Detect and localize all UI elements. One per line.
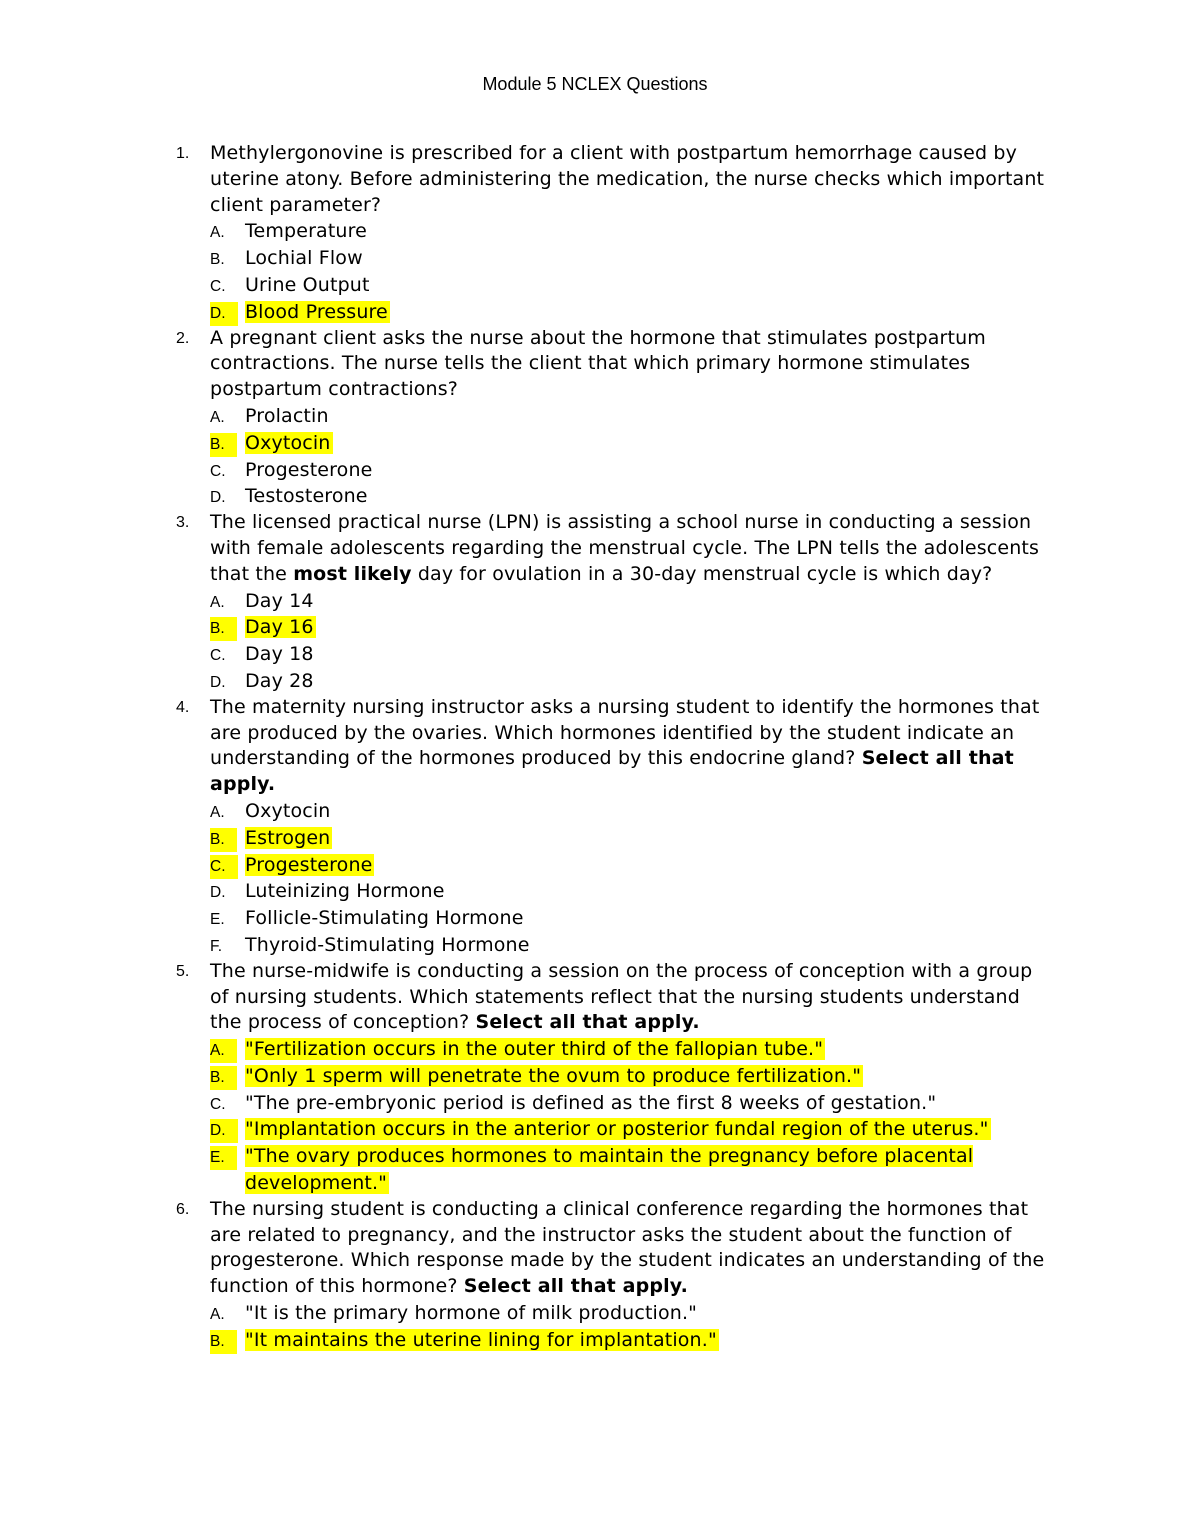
answer-option (0, 272, 1190, 299)
select-all-instruction: Select all that apply. (210, 747, 1014, 796)
answer-option (0, 641, 1190, 668)
question-number: 5. (176, 962, 190, 980)
question-stem (210, 1197, 1052, 1300)
option-letter: D. (210, 302, 238, 326)
option-letter: A. (210, 1306, 225, 1324)
answer-option-highlighted (0, 299, 1190, 326)
answer-option (0, 588, 1190, 615)
option-letter: B. (210, 1330, 237, 1354)
option-letter: C. (210, 277, 226, 295)
option-text: "It is the primary hormone of milk production." (245, 1302, 698, 1325)
select-all-instruction: Select all that apply. (475, 1011, 700, 1034)
option-letter: D. (210, 884, 226, 902)
answer-option (0, 483, 1190, 510)
option-letter: A. (210, 593, 225, 611)
question-5 (0, 959, 1190, 1197)
option-letter: A. (210, 803, 225, 821)
question-number: 6. (176, 1200, 190, 1218)
answer-option (0, 218, 1190, 245)
answer-option (0, 668, 1190, 695)
option-text: Testosterone (245, 485, 368, 508)
option-letter: B. (210, 251, 225, 269)
option-text: Progesterone (245, 458, 373, 481)
stem-text: day for ovulation in a 30-day menstrual cycle is which day? (411, 562, 993, 585)
option-letter: B. (210, 617, 237, 641)
option-text: "It maintains the uterine lining for implantation." (245, 1328, 717, 1351)
stem-text: The nurse-midwife is conducting a session on the process of conception with a group of nursing students. Which statements reflect that the nursing students understand the process of conception? (210, 959, 1033, 1034)
question-stem (210, 695, 1052, 798)
answer-option-highlighted (0, 825, 1190, 852)
option-text: Urine Output (245, 273, 370, 296)
question-number: 3. (176, 514, 190, 532)
question-number: 1. (176, 145, 190, 162)
document-title: Module 5 NCLEX Questions (482, 74, 708, 94)
answer-option (0, 245, 1190, 272)
option-text: "The ovary produces hormones to maintain the pregnancy before placental development." (245, 1145, 974, 1195)
option-text: Blood Pressure (245, 300, 388, 323)
option-text: Luteinizing Hormone (245, 880, 445, 903)
stem-text: Methylergonovine is prescribed for a client with postpartum hemorrhage caused by uterine atony. Before administering the medication, the nurse checks which important client parameter? (210, 142, 1045, 216)
question-stem (210, 510, 1052, 587)
option-letter: D. (210, 489, 226, 507)
question-list (0, 141, 1190, 1354)
question-stem (210, 141, 1052, 218)
option-letter: E. (210, 1146, 237, 1170)
stem-text: The licensed practical nurse (LPN) is assisting a school nurse in conducting a session with female adolescents regarding the menstrual cycle. The LPN tells the adolescents that the (210, 511, 1040, 585)
question-number: 4. (176, 698, 190, 716)
option-text: Thyroid-Stimulating Hormone (245, 933, 530, 956)
select-all-instruction: Select all that apply. (463, 1275, 688, 1298)
answer-option (0, 1300, 1190, 1327)
option-text: Day 16 (245, 616, 314, 639)
option-text: Estrogen (245, 826, 331, 849)
option-text: "Only 1 sperm will penetrate the ovum to produce fertilization." (245, 1064, 862, 1087)
answer-option (0, 1090, 1190, 1117)
option-letter: F. (210, 937, 223, 955)
answer-option (0, 878, 1190, 905)
answer-option (0, 457, 1190, 484)
option-text: Oxytocin (245, 431, 331, 454)
option-letter: A. (210, 408, 225, 426)
answer-option-highlighted (0, 1116, 1190, 1143)
option-text: "The pre-embryonic period is defined as the first 8 weeks of gestation." (245, 1091, 937, 1114)
answer-option (0, 905, 1190, 932)
option-letter: B. (210, 433, 237, 457)
option-letter: B. (210, 1066, 237, 1090)
answer-option (0, 403, 1190, 430)
stem-emphasis: most likely (293, 562, 412, 585)
option-text: Progesterone (245, 853, 373, 876)
question-stem (210, 959, 1052, 1036)
answer-option-highlighted (0, 1327, 1190, 1354)
option-text: Temperature (245, 220, 368, 243)
option-text: "Fertilization occurs in the outer third of the fallopian tube." (245, 1038, 824, 1061)
question-number: 2. (176, 329, 190, 347)
option-letter: D. (210, 673, 226, 691)
question-3 (0, 510, 1190, 695)
question-1 (0, 141, 1190, 326)
stem-text: The maternity nursing instructor asks a nursing student to identify the hormones that are produced by the ovaries. Which hormones identified by the student indicate an understanding of the hormones produced by this endocrine gland? (210, 695, 1040, 770)
option-letter: C. (210, 1095, 226, 1113)
answer-option (0, 798, 1190, 825)
option-text: Prolactin (245, 404, 329, 427)
answer-option-highlighted (0, 614, 1190, 641)
option-letter: E. (210, 911, 225, 929)
answer-option (0, 932, 1190, 959)
option-text: Lochial Flow (245, 247, 363, 270)
question-2 (0, 326, 1190, 511)
stem-text: A pregnant client asks the nurse about the hormone that stimulates postpartum contractions. The nurse tells the client that which primary hormone stimulates postpartum contractions? (210, 326, 986, 401)
question-4 (0, 695, 1190, 959)
option-letter: A. (210, 224, 225, 242)
option-text: Day 28 (245, 669, 314, 692)
option-text: Day 14 (245, 589, 314, 612)
option-letter: C. (210, 855, 238, 879)
option-letter: C. (210, 647, 226, 665)
option-text: Follicle-Stimulating Hormone (245, 907, 524, 930)
option-letter: A. (210, 1039, 237, 1063)
answer-option-highlighted (0, 1063, 1190, 1090)
option-text: "Implantation occurs in the anterior or posterior fundal region of the uterus." (245, 1118, 989, 1141)
option-text: Day 18 (245, 643, 314, 666)
option-letter: B. (210, 828, 237, 852)
answer-option-highlighted (0, 430, 1190, 457)
option-text: Oxytocin (245, 799, 331, 822)
answer-option-highlighted (0, 1036, 1190, 1063)
answer-option-highlighted (0, 852, 1190, 879)
stem-text: The nursing student is conducting a clinical conference regarding the hormones that are related to pregnancy, and the instructor asks the student about the function of progesterone. Which response made by the student indicates an understanding of the function of this hormone? (210, 1197, 1045, 1298)
option-letter: D. (210, 1119, 238, 1143)
question-6 (0, 1197, 1190, 1354)
answer-option-highlighted (0, 1143, 1190, 1197)
question-stem (210, 326, 1052, 403)
option-letter: C. (210, 462, 226, 480)
